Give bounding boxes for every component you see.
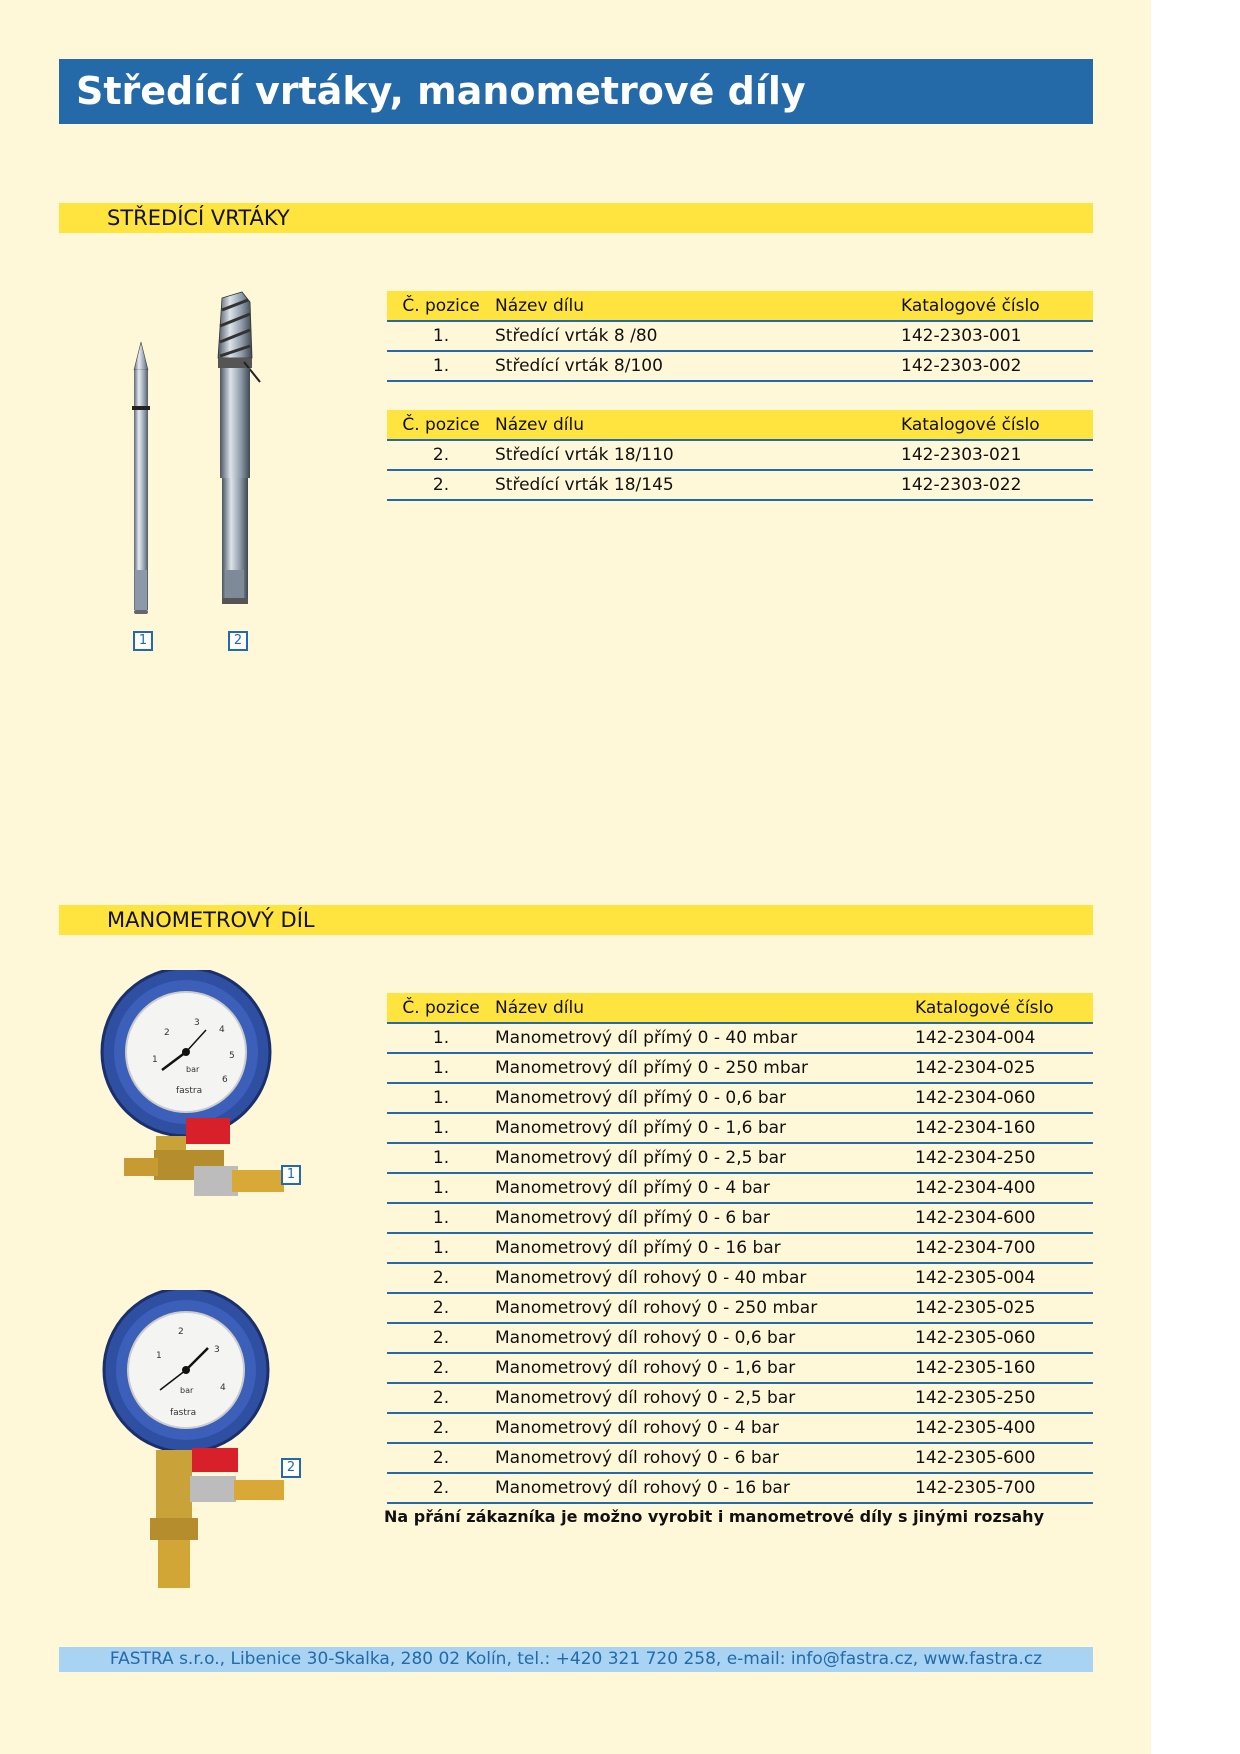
cell-catalog-number: 142-2303-021 (901, 440, 1093, 470)
cell-part-name: Manometrový díl přímý 0 - 4 bar (495, 1173, 915, 1203)
cell-catalog-number: 142-2305-600 (915, 1443, 1093, 1473)
table-row (387, 1113, 1093, 1143)
cell-position: 2. (387, 1323, 495, 1353)
table-row (387, 1203, 1093, 1233)
cell-catalog-number: 142-2304-025 (915, 1053, 1093, 1083)
cell-position: 1. (387, 1143, 495, 1173)
gauge-1-tick: 3 (194, 1018, 200, 1028)
gauge-label-2: 2 (281, 1458, 301, 1478)
gauge-1-image (94, 970, 294, 1240)
gauge-2-tick: 3 (214, 1345, 220, 1355)
cell-position: 2. (387, 1473, 495, 1503)
table-row (387, 321, 1093, 351)
footer-contact: FASTRA s.r.o., Libenice 30-Skalka, 280 02 Kolín, tel.: +420 321 720 258, e-mail: info@fastra.cz, www.fastra.cz (59, 1647, 1093, 1672)
cell-catalog-number: 142-2304-004 (915, 1023, 1093, 1053)
gauge-1-unit: bar (186, 1065, 200, 1074)
gauge-1-tick: 5 (229, 1051, 235, 1061)
col-header-name: Název dílu (495, 993, 915, 1023)
drills-table-b (387, 410, 1093, 501)
cell-catalog-number: 142-2303-001 (901, 321, 1093, 351)
cell-position: 1. (387, 1083, 495, 1113)
section-heading-gauges: MANOMETROVÝ DÍL (59, 905, 1093, 935)
gauges-table (387, 993, 1093, 1504)
page-title: Středící vrtáky, manometrové díly (59, 59, 1093, 124)
col-header-catalog: Katalogové číslo (901, 410, 1093, 440)
cell-part-name: Manometrový díl rohový 0 - 250 mbar (495, 1293, 915, 1323)
cell-position: 2. (387, 440, 495, 470)
cell-part-name: Manometrový díl rohový 0 - 40 mbar (495, 1263, 915, 1293)
table-row (387, 1023, 1093, 1053)
col-header-position: Č. pozice (387, 410, 495, 440)
cell-catalog-number: 142-2303-022 (901, 470, 1093, 500)
gauge-2-unit: bar (180, 1386, 194, 1395)
cell-position: 2. (387, 1353, 495, 1383)
drills-table-a (387, 291, 1093, 382)
cell-part-name: Manometrový díl přímý 0 - 1,6 bar (495, 1113, 915, 1143)
gauge-2-brand: fastra (170, 1408, 197, 1418)
gauge-1-tick: 1 (152, 1055, 158, 1065)
cell-part-name: Manometrový díl přímý 0 - 6 bar (495, 1203, 915, 1233)
cell-position: 2. (387, 1263, 495, 1293)
table-row (387, 440, 1093, 470)
custom-range-note: Na přání zákazníka je možno vyrobit i manometrové díly s jinými rozsahy (384, 1507, 1044, 1526)
cell-catalog-number: 142-2304-060 (915, 1083, 1093, 1113)
drill-2-image (212, 290, 262, 620)
col-header-name: Název dílu (495, 410, 901, 440)
cell-position: 2. (387, 1383, 495, 1413)
cell-part-name: Manometrový díl přímý 0 - 2,5 bar (495, 1143, 915, 1173)
cell-part-name: Manometrový díl rohový 0 - 2,5 bar (495, 1383, 915, 1413)
cell-position: 2. (387, 1293, 495, 1323)
table-row (387, 1263, 1093, 1293)
table-row (387, 1143, 1093, 1173)
col-header-name: Název dílu (495, 291, 901, 321)
cell-position: 1. (387, 321, 495, 351)
cell-part-name: Středící vrták 8 /80 (495, 321, 901, 351)
cell-catalog-number: 142-2305-004 (915, 1263, 1093, 1293)
table-row (387, 1473, 1093, 1503)
cell-catalog-number: 142-2304-250 (915, 1143, 1093, 1173)
cell-part-name: Manometrový díl rohový 0 - 0,6 bar (495, 1323, 915, 1353)
cell-position: 2. (387, 470, 495, 500)
cell-part-name: Manometrový díl přímý 0 - 40 mbar (495, 1023, 915, 1053)
cell-part-name: Manometrový díl rohový 0 - 6 bar (495, 1443, 915, 1473)
table-row (387, 1173, 1093, 1203)
cell-part-name: Středící vrták 18/110 (495, 440, 901, 470)
cell-catalog-number: 142-2305-400 (915, 1413, 1093, 1443)
col-header-catalog: Katalogové číslo (901, 291, 1093, 321)
cell-catalog-number: 142-2304-700 (915, 1233, 1093, 1263)
cell-part-name: Manometrový díl přímý 0 - 16 bar (495, 1233, 915, 1263)
cell-catalog-number: 142-2305-250 (915, 1383, 1093, 1413)
drill-label-2: 2 (228, 631, 248, 651)
col-header-catalog: Katalogové číslo (915, 993, 1093, 1023)
cell-part-name: Manometrový díl rohový 0 - 16 bar (495, 1473, 915, 1503)
gauge-2-tick: 1 (156, 1351, 162, 1361)
cell-position: 1. (387, 1053, 495, 1083)
gauge-1-tick: 2 (164, 1028, 170, 1038)
cell-catalog-number: 142-2305-160 (915, 1353, 1093, 1383)
table-row (387, 1413, 1093, 1443)
cell-catalog-number: 142-2305-700 (915, 1473, 1093, 1503)
cell-catalog-number: 142-2303-002 (901, 351, 1093, 381)
table-row (387, 1083, 1093, 1113)
cell-part-name: Manometrový díl rohový 0 - 1,6 bar (495, 1353, 915, 1383)
cell-position: 1. (387, 1023, 495, 1053)
gauge-1-brand: fastra (176, 1086, 203, 1096)
col-header-position: Č. pozice (387, 291, 495, 321)
cell-part-name: Středící vrták 8/100 (495, 351, 901, 381)
table-row (387, 1323, 1093, 1353)
drill-label-1: 1 (133, 631, 153, 651)
table-row (387, 1353, 1093, 1383)
cell-position: 2. (387, 1413, 495, 1443)
cell-catalog-number: 142-2305-025 (915, 1293, 1093, 1323)
gauge-1-tick: 6 (222, 1075, 228, 1085)
cell-catalog-number: 142-2304-160 (915, 1113, 1093, 1143)
cell-catalog-number: 142-2304-600 (915, 1203, 1093, 1233)
cell-part-name: Manometrový díl přímý 0 - 250 mbar (495, 1053, 915, 1083)
gauge-2-image (94, 1290, 294, 1600)
cell-position: 1. (387, 1203, 495, 1233)
cell-catalog-number: 142-2305-060 (915, 1323, 1093, 1353)
gauge-2-tick: 2 (178, 1327, 184, 1337)
table-row (387, 1233, 1093, 1263)
table-row (387, 1053, 1093, 1083)
drill-1-image (126, 340, 156, 620)
col-header-position: Č. pozice (387, 993, 495, 1023)
table-row (387, 1293, 1093, 1323)
cell-position: 1. (387, 1233, 495, 1263)
cell-part-name: Manometrový díl rohový 0 - 4 bar (495, 1413, 915, 1443)
gauge-2-tick: 4 (220, 1383, 226, 1393)
table-row (387, 351, 1093, 381)
section-heading-drills: STŘEDÍCÍ VRTÁKY (59, 203, 1093, 233)
cell-part-name: Středící vrták 18/145 (495, 470, 901, 500)
table-row (387, 1443, 1093, 1473)
table-row (387, 1383, 1093, 1413)
cell-catalog-number: 142-2304-400 (915, 1173, 1093, 1203)
cell-part-name: Manometrový díl přímý 0 - 0,6 bar (495, 1083, 915, 1113)
cell-position: 2. (387, 1443, 495, 1473)
table-row (387, 470, 1093, 500)
cell-position: 1. (387, 1173, 495, 1203)
gauge-1-tick: 4 (219, 1025, 225, 1035)
cell-position: 1. (387, 1113, 495, 1143)
cell-position: 1. (387, 351, 495, 381)
gauge-label-1: 1 (281, 1165, 301, 1185)
